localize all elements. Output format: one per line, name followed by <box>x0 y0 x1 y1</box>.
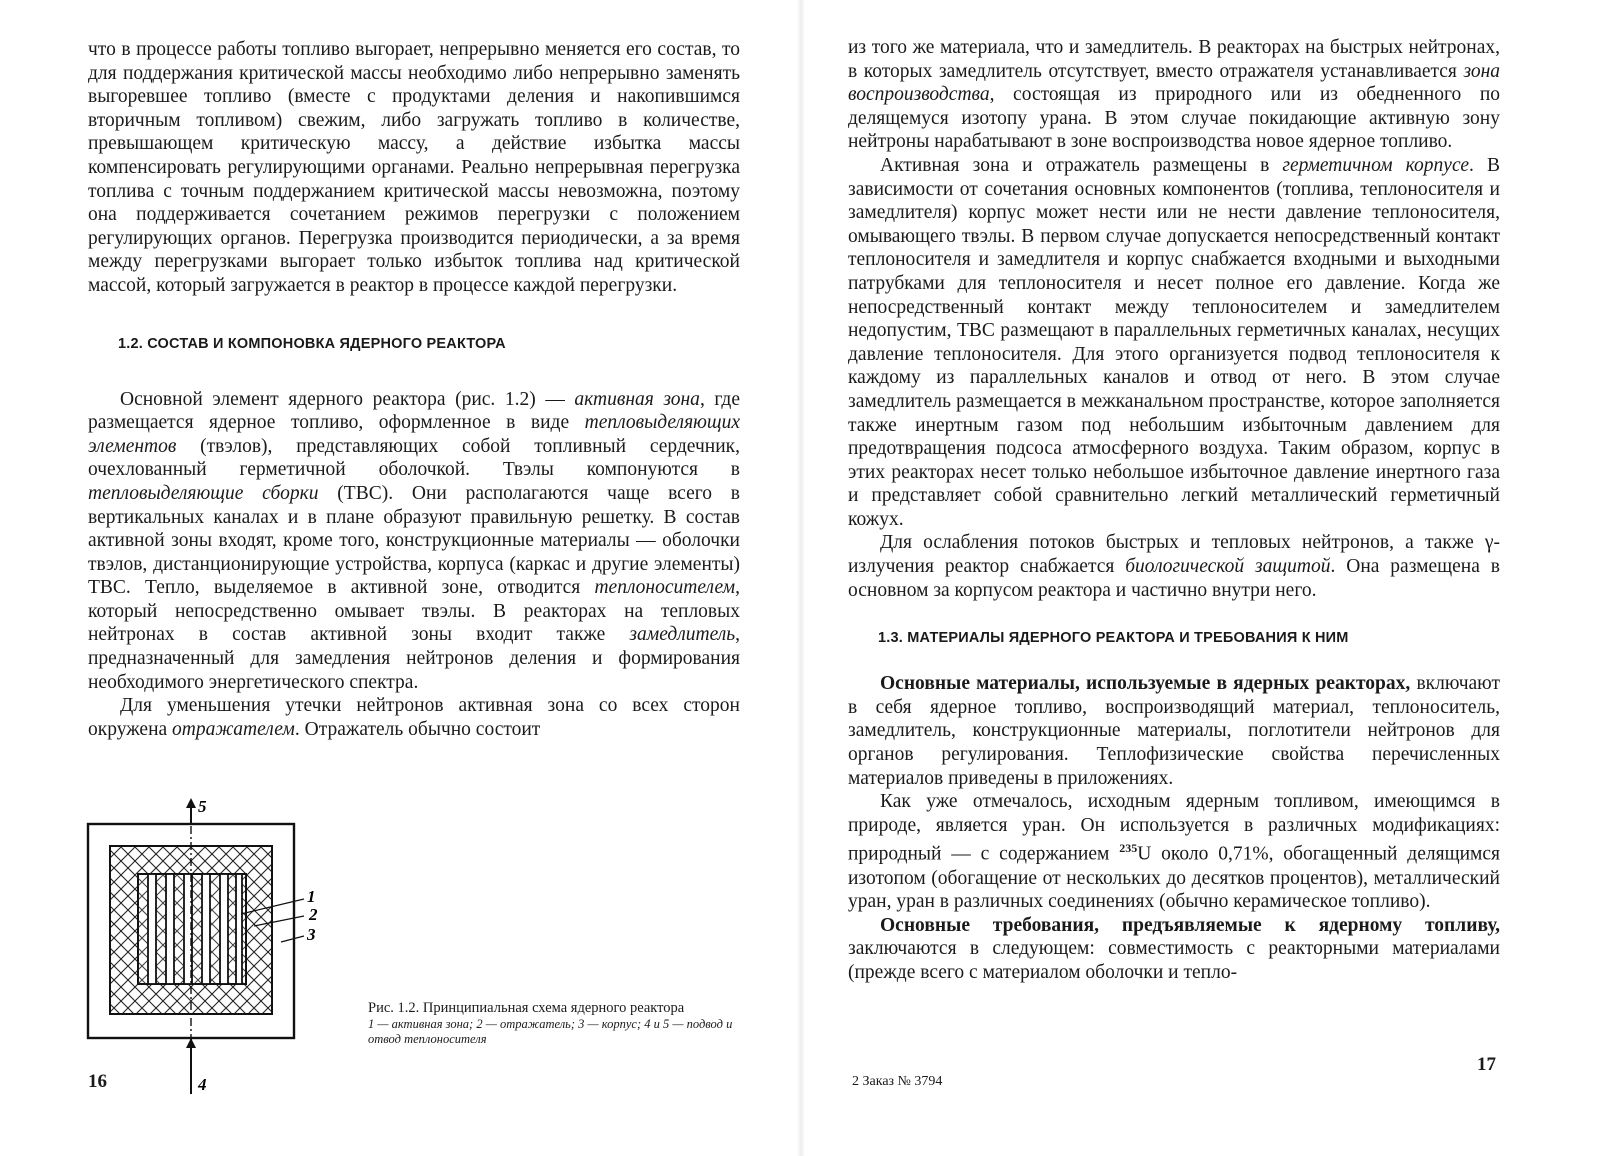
label-4: 4 <box>198 1075 207 1094</box>
print-order-footer: 2 Заказ № 3794 <box>852 1074 943 1089</box>
left-paragraph-1: что в процессе работы топливо выгорает, непрерывно меняется его состав, то для поддержания критической массы необходимо либо непрерывно заменять выгоревшее топливо (вместе с продуктами деления и накопившимся вторичным топливом) свежим, либо загружать топливо в количестве, превышающем критическую массу, а действие избытка массы компенсировать регулирующими органами. Реально непрерывная перегрузка топлива с точным поддержанием критической массы невозможна, поэтому она поддерживается сочетанием режимов перегрузки с положением регулирующих органов. Перегрузка производится периодически, а за время между перегрузками выгорает только избыток топлива над критической массой, который загружается в реактор в процессе каждой перегрузки. <box>88 39 740 296</box>
right-paragraph-4: Основные материалы, используемые в ядерных реакторах, включают в себя ядерное топливо, воспроизводящий материал, теплоноситель, замедлитель, конструкционные материалы, поглотители нейтронов для органов регулирования. Теплофизические свойства перечисленных материалов приведены в приложениях. <box>848 673 1500 789</box>
figure-caption <box>368 1000 748 1047</box>
page-number-right: 17 <box>1477 1054 1496 1075</box>
reactor-schematic-figure <box>86 798 746 1098</box>
right-paragraph-1: из того же материала, что и замедлитель. В реакторах на быстрых нейтронах, в которых замедлитель отсутствует, вместо отражателя устанавливается зона воспроизводства, состоящая из природного или из обедненного по делящемуся изотопу урана. В этом случае покидающие активную зону нейтроны нарабатывают в зоне воспроизводства новое ядерное топливо. <box>848 37 1500 153</box>
label-2: 2 <box>309 905 318 924</box>
label-5: 5 <box>198 798 207 816</box>
reactor-schematic-diagram <box>86 798 366 1098</box>
right-paragraph-2: Активная зона и отражатель размещены в герметичном корпусе. В зависимости от сочетания основных компонентов (топлива, теплоносителя и замедлителя) корпус может нести или не нести давление теплоносителя, омывающего твэлы. В первом случае допускается непосредственный контакт теплоносителя и замедлителя и корпус снабжается входными и выходными патрубками для теплоносителя и несет полное его давление. Когда же непосредственный контакт между теплоносителем и замедлителем недопустим, ТВС размещают в параллельных герметичных каналах, несущих давление теплоносителя. Для этого организуется подвод теплоносителя к каждому из параллельных каналов и отвод от него. В этом случае замедлитель размещается в межканальном пространстве, которое заполняется также инертным газом под небольшим избыточным давлением для предотвращения подсоса атмосферного воздуха. Таким образом, корпус в этих реакторах несет только небольшое избыточное давление инертного газа и представляет собой сравнительно легкий металлический герметичный кожух. <box>848 154 1501 530</box>
book-spine <box>797 0 805 1156</box>
section-heading-1-3: 1.3. МАТЕРИАЛЫ ЯДЕРНОГО РЕАКТОРА И ТРЕБОВАНИЯ К НИМ <box>878 630 1349 647</box>
right-paragraph-5: Как уже отмечалось, исходным ядерным топливом, имеющимся в природе, является уран. Он используется в различных модификациях: природный — с содержанием $^{235}$U около 0,71%, обогащенный делящимся изотопом (обогащение от нескольких до десятков процентов), металлический уран, уран в различных соединениях (обычно керамическое топливо). <box>848 791 1500 913</box>
label-3: 3 <box>307 925 316 944</box>
right-page <box>810 0 1600 1156</box>
page-number-left: 16 <box>88 1071 107 1092</box>
section-heading-1-2: 1.2. СОСТАВ И КОМПОНОВКА ЯДЕРНОГО РЕАКТОРА <box>118 335 506 352</box>
figure-caption-legend: 1 — активная зона; 2 — отражатель; 3 — корпус; 4 и 5 — подвод и отвод теплоносителя <box>368 1017 733 1046</box>
right-paragraph-3: Для ослабления потоков быстрых и тепловых нейтронов, а также γ-излучения реактор снабжается биологической защитой. Она размещена в основном за корпусом реактора и частично внутри него. <box>848 532 1500 601</box>
left-paragraph-3: Для уменьшения утечки нейтронов активная зона со всех сторон окружена отражателем. Отражатель обычно состоит <box>88 695 740 740</box>
figure-caption-title: Рис. 1.2. Принципиальная схема ядерного реактора <box>368 1000 685 1016</box>
right-paragraph-6: Основные требования, предъявляемые к ядерному топливу, заключаются в следующем: совместимость с реакторными материалами (прежде всего с материалом оболочки и тепло- <box>848 914 1500 983</box>
left-paragraph-2: Основной элемент ядерного реактора (рис. 1.2) — активная зона, где размещается ядерное топливо, оформленное в виде тепловыделяющих элементов (твэлов), представляющих собой топливный сердечник, очехлованный герметичной оболочкой. Твэлы компонуются в тепловыделяющие сборки (ТВС). Они располагаются чаще всего в вертикальных каналах и в плане образуют правильную решетку. В состав активной зоны входят, кроме того, конструкционные материалы — оболочки твэлов, дистанционирующие устройства, корпуса (каркас и другие элементы) ТВС. Тепло, выделяемое в активной зоне, отводится теплоносителем, который непосредственно омывает твэлы. В реакторах на тепловых нейтронах в состав активной зоны входит также замедлитель, предназначенный для замедления нейтронов деления и формирования необходимого энергетического спектра. <box>88 388 741 693</box>
label-1: 1 <box>307 887 316 906</box>
